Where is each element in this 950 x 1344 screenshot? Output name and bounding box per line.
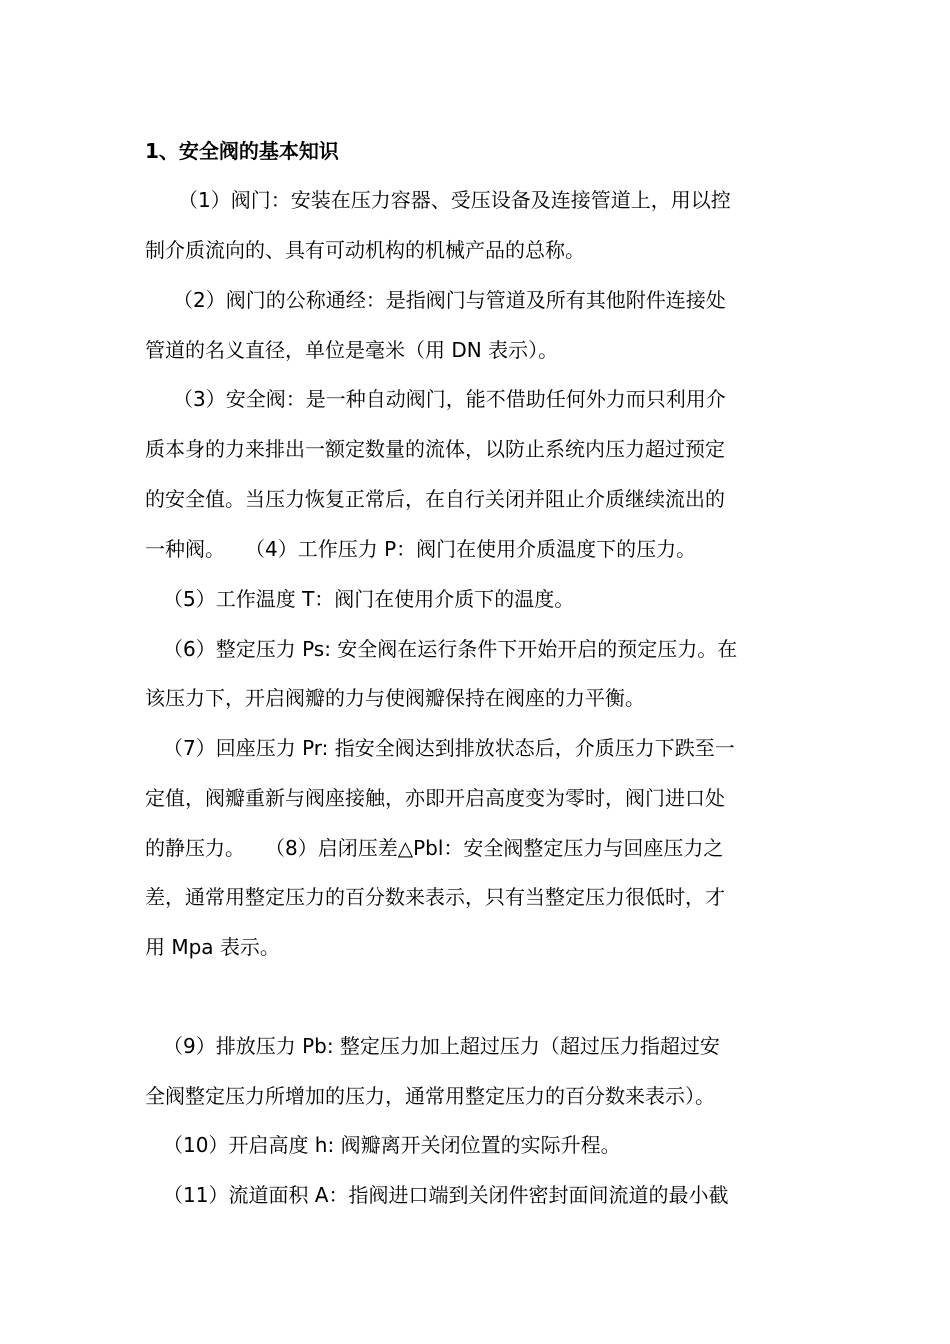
text-line: 差，通常用整定压力的百分数来表示，只有当整定压力很低时，才 (145, 885, 725, 909)
text-line: （9）排放压力 Pb: 整定压力加上超过压力（超过压力指超过安 (163, 1034, 720, 1058)
text-line: （10）开启高度 h: 阀瓣离开关闭位置的实际升程。 (163, 1133, 621, 1157)
text-line: （2）阀门的公称通经：是指阀门与管道及所有其他附件连接处 (173, 288, 726, 312)
text-line: 定值，阀瓣重新与阀座接触，亦即开启高度变为零时，阀门进口处 (145, 786, 725, 810)
text-line: 的安全值。当压力恢复正常后，在自行关闭并阻止介质继续流出的 (145, 487, 725, 511)
text-line: （7）回座压力 Pr: 指安全阀达到排放状态后，介质压力下跌至一 (163, 736, 735, 760)
text-line: 制介质流向的、具有可动机构的机械产品的总称。 (145, 238, 585, 262)
text-line: 的静压力。 （8）启闭压差△Pbl：安全阀整定压力与回座压力之 (145, 836, 724, 860)
text-line: （3）安全阀：是一种自动阀门，能不借助任何外力而只利用介 (173, 387, 726, 411)
text-line: （1）阀门：安装在压力容器、受压设备及连接管道上，用以控 (178, 188, 731, 212)
text-line: 全阀整定压力所增加的压力，通常用整定压力的百分数来表示）。 (145, 1084, 715, 1108)
text-line: （6）整定压力 Ps: 安全阀在运行条件下开始开启的预定压力。在 (163, 637, 738, 661)
text-line: （5）工作温度 T：阀门在使用介质下的温度。 (163, 587, 575, 611)
text-line: 用 Mpa 表示。 (145, 935, 280, 959)
text-line: 一种阀。 （4）工作压力 P：阀门在使用介质温度下的压力。 (145, 537, 697, 561)
text-line: 质本身的力来排出一额定数量的流体，以防止系统内压力超过预定 (145, 437, 725, 461)
text-line: 管道的名义直径，单位是毫米（用 DN 表示）。 (145, 338, 559, 362)
section-heading: 1、安全阀的基本知识 (145, 139, 339, 163)
text-line: （11）流道面积 A：指阀进口端到关闭件密封面间流道的最小截 (163, 1183, 729, 1207)
text-line: 该压力下，开启阀瓣的力与使阀瓣保持在阀座的力平衡。 (145, 686, 645, 710)
